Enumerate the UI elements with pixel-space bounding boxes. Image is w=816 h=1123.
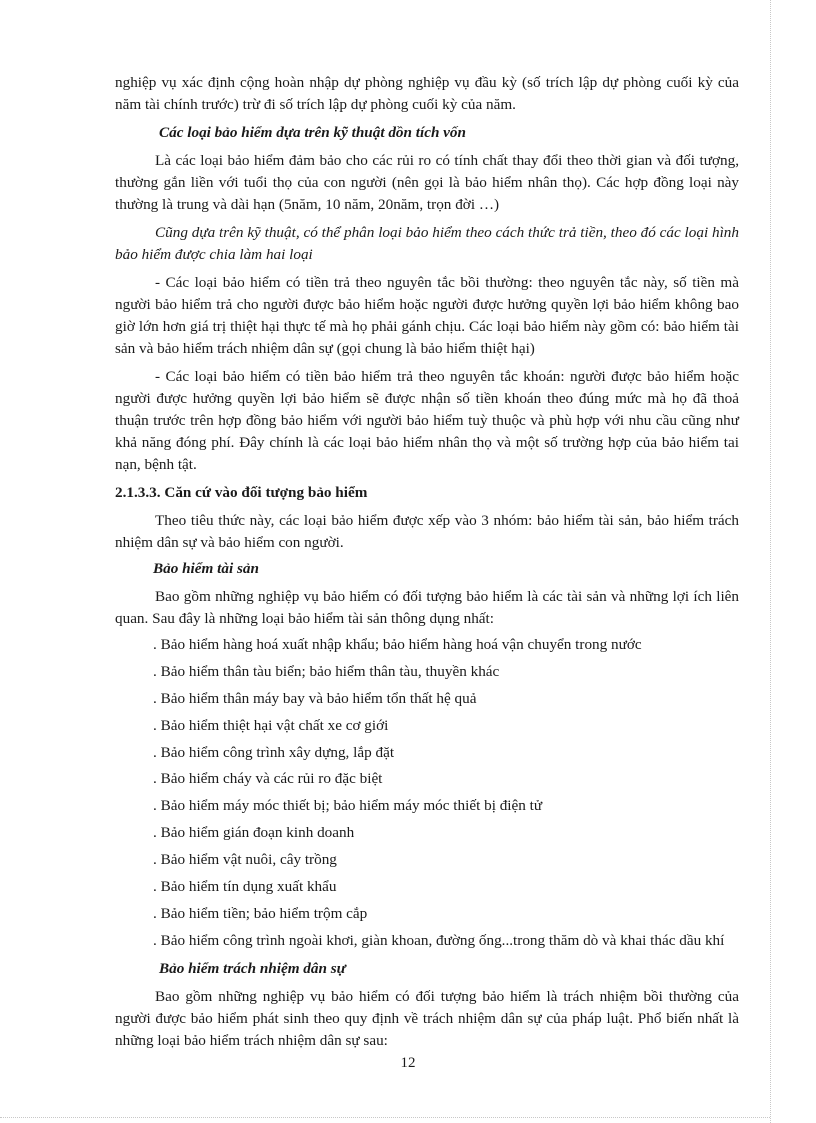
- intro-paragraph: nghiệp vụ xác định cộng hoàn nhập dự phòng nghiệp vụ đầu kỳ (số trích lập dự phòng cuối kỳ của năm tài chính trước) trừ đi số trích lập dự phòng cuối kỳ của năm.: [115, 74, 739, 113]
- heading-tich-von: Các loại bảo hiểm dựa trên kỹ thuật dồn tích vốn: [159, 124, 466, 141]
- bottom-margin-guide: [0, 1117, 770, 1118]
- list-item: . Bảo hiểm vật nuôi, cây trồng: [153, 851, 337, 869]
- list-item: . Bảo hiểm tiền; bảo hiểm trộm cắp: [153, 904, 368, 922]
- list-item: . Bảo hiểm công trình xây dựng, lắp đặt: [153, 743, 395, 761]
- list-item: . Bảo hiểm hàng hoá xuất nhập khẩu; bảo hiểm hàng hoá vận chuyển trong nước: [153, 636, 642, 653]
- dash-khoan: - Các loại bảo hiểm có tiền bảo hiểm trả theo nguyên tắc khoán: người được bảo hiểm hoặc người được hưởng quyền lợi bảo hiểm sẽ được nhận số tiền khoán theo đúng mức mà họ đã thoả thuận trước trên hợp đồng bảo hiểm với người bảo hiểm tuỳ thuộc và phù hợp với nhu cầu cũng như khả năng đóng phí. Đây chính là các loại bảo hiểm nhân thọ và một số trường hợp của bảo hiểm tai nạn, bệnh tật.: [115, 368, 739, 473]
- dash-boi-thuong: - Các loại bảo hiểm có tiền trả theo nguyên tắc bồi thường: theo nguyên tắc này, số tiền mà người bảo hiểm trả cho người được bảo hiểm hoặc người được hưởng quyền lợi bảo hiểm không bao giờ lớn hơn giá trị thiệt hại thực tế mà họ phải gánh chịu. Các loại bảo hiểm này gồm có: bảo hiểm tài sản và bảo hiểm trách nhiệm dân sự (gọi chung là bảo hiểm thiệt hại): [115, 274, 739, 357]
- section-heading: 2.1.3.3. Căn cứ vào đối tượng bảo hiểm: [115, 484, 368, 501]
- list-item: . Bảo hiểm thân tàu biển; bảo hiểm thân tàu, thuyền khác: [153, 662, 500, 680]
- heading-tai-san: Bảo hiểm tài sản: [153, 560, 259, 577]
- heading-tnds: Bảo hiểm trách nhiệm dân sự: [159, 959, 346, 977]
- list-item: . Bảo hiểm thân máy bay và bảo hiểm tổn thất hệ quả: [153, 689, 477, 707]
- tnds-paragraph: Bao gồm những nghiệp vụ bảo hiểm có đối tượng bảo hiểm là trách nhiệm bồi thường của người được bảo hiểm phát sinh theo quy định về trách nhiệm dân sự của pháp luật. Phổ biến nhất là những loại bảo hiểm trách nhiệm dân sự sau:: [115, 987, 739, 1049]
- section-paragraph: Theo tiêu thức này, các loại bảo hiểm được xếp vào 3 nhóm: bảo hiểm tài sản, bảo hiểm trách nhiệm dân sự và bảo hiểm con người.: [115, 512, 739, 551]
- tai-san-list: [115, 634, 739, 952]
- list-item: . Bảo hiểm cháy và các rủi ro đặc biệt: [153, 770, 383, 788]
- list-item: . Bảo hiểm máy móc thiết bị; bảo hiểm máy móc thiết bị điện tử: [153, 797, 543, 815]
- tai-san-paragraph: Bao gồm những nghiệp vụ bảo hiểm có đối tượng bảo hiểm là các tài sản và những lợi ích liên quan. Sau đây là những loại bảo hiểm tài sản thông dụng nhất:: [115, 588, 739, 627]
- list-item: . Bảo hiểm gián đoạn kinh doanh: [153, 824, 355, 842]
- tich-von-paragraph: Là các loại bảo hiểm đảm bảo cho các rủi ro có tính chất thay đổi theo thời gian và đối tượng, thường gắn liền với tuổi thọ của con người (nên gọi là bảo hiểm nhân thọ). Các hợp đồng loại này thường là trung và dài hạn (5năm, 10 năm, 20năm, trọn đời …): [115, 152, 739, 213]
- list-item: . Bảo hiểm công trình ngoài khơi, giàn khoan, đường ống...trong thăm dò và khai thác dầu khí: [153, 931, 725, 949]
- italic-note: Cũng dựa trên kỹ thuật, có thể phân loại bảo hiểm theo cách thức trả tiền, theo đó các loại hình bảo hiểm được chia làm hai loại: [115, 224, 739, 263]
- document-page: [115, 72, 739, 1052]
- right-margin-guide: [770, 0, 771, 1123]
- list-item: . Bảo hiểm tín dụng xuất khẩu: [153, 878, 337, 896]
- page-number: 12: [400, 1055, 416, 1071]
- list-item: . Bảo hiểm thiệt hại vật chất xe cơ giới: [153, 716, 389, 734]
